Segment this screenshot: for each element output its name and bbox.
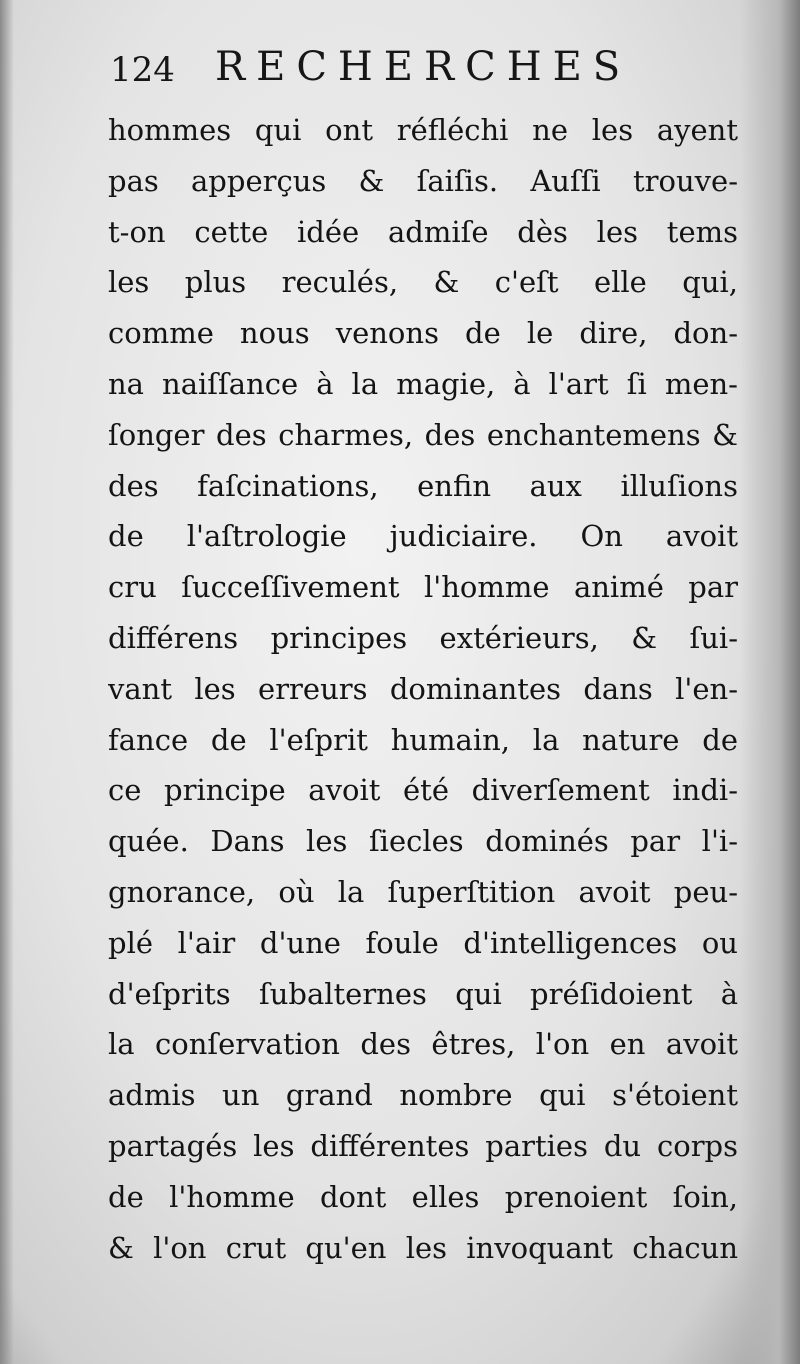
text-line: cru ſucceſſivement l'homme animé par — [108, 570, 738, 605]
text-line: les plus reculés, & c'eſt elle qui, — [108, 265, 738, 300]
text-line: partagés les différentes parties du corps — [108, 1128, 738, 1163]
text-line: na naiſſance à la magie, à l'art ſi men- — [108, 366, 738, 401]
text-line: ce principe avoit été diverſement indi- — [108, 773, 738, 808]
text-line: admis un grand nombre qui s'étoient — [108, 1078, 738, 1113]
page-header — [110, 40, 670, 100]
text-line: plé l'air d'une foule d'intelligences ou — [108, 925, 738, 960]
text-line: comme nous venons de le dire, don- — [108, 316, 738, 351]
page-number: 124 — [110, 50, 175, 90]
text-line: des faſcinations, enfin aux illuſions — [108, 468, 738, 503]
text-line: d'eſprits ſubalternes qui préſidoient à — [108, 976, 738, 1011]
text-line: quée. Dans les ſiecles dominés par l'i- — [108, 824, 738, 859]
text-line: de l'homme dont elles prenoient ſoin, — [108, 1179, 738, 1214]
text-line: & l'on crut qu'en les invoquant chacun — [108, 1230, 738, 1265]
body-text — [108, 105, 738, 1273]
text-line: ſonger des charmes, des enchantemens & — [108, 417, 738, 452]
text-line: t-on cette idée admiſe dès les tems — [108, 214, 738, 249]
text-line: de l'aſtrologie judiciaire. On avoit — [108, 519, 738, 554]
text-line: gnorance, où la ſuperſtition avoit peu- — [108, 874, 738, 909]
text-line: la conſervation des êtres, l'on en avoit — [108, 1027, 738, 1062]
running-head: RECHERCHES — [215, 44, 632, 90]
text-line: fance de l'eſprit humain, la nature de — [108, 722, 738, 757]
text-line: pas apperçus & ſaiſis. Auſſi trouve- — [108, 163, 738, 198]
text-line: vant les erreurs dominantes dans l'en- — [108, 671, 738, 706]
text-line: hommes qui ont réfléchi ne les ayent — [108, 113, 738, 147]
text-line: différens principes extérieurs, & ſui- — [108, 620, 738, 655]
